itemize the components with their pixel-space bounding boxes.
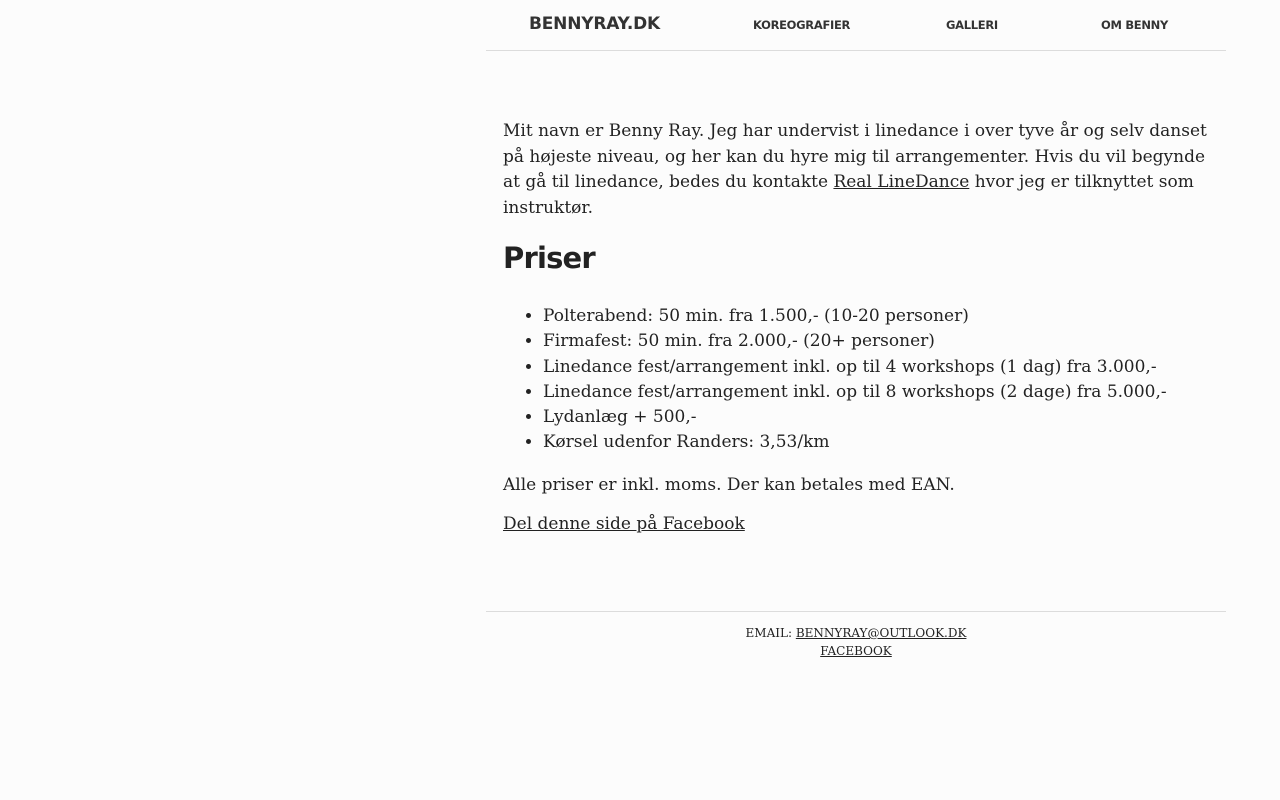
price-item: • Lydanlæg + 500,- [543,405,1209,430]
share-facebook-link[interactable]: Del denne side på Facebook [503,514,745,535]
intro-text-before: Mit navn er Benny Ray. Jeg har undervist i linedance i over tyve år og selv danset på højeste niveau, og her kan du hyre mig til arrangementer. Hvis du vil begynde at gå til linedance, bedes du kontakte [503,121,1207,192]
site-logo-link[interactable]: BENNYRAY.DK [529,14,660,34]
price-item: • Firmafest: 50 min. fra 2.000,- (20+ personer) [543,329,1209,354]
real-linedance-link[interactable]: Real LineDance [833,172,970,192]
intro-text-after: hvor jeg er tilknyttet som instruktør. [503,172,1194,218]
footer-email-line [486,624,1226,642]
price-list [503,304,1209,456]
top-nav [486,0,1226,51]
price-item: • Kørsel udenfor Randers: 3,53/km [543,430,1209,455]
nav-link-om-benny[interactable]: OM BENNY [1101,18,1169,32]
nav-link-koreografier[interactable]: KOREOGRAFIER [753,18,851,32]
footer-email-link[interactable]: BENNYRAY@OUTLOOK.DK [795,626,967,640]
main-content [486,51,1226,538]
intro-paragraph [503,119,1209,221]
footer-email-label: EMAIL: [745,626,796,640]
price-item: • Linedance fest/arrangement inkl. op til 4 workshops (1 dag) fra 3.000,- [543,355,1209,380]
page-wrapper [486,0,1226,658]
site-footer [486,611,1226,660]
price-item: • Linedance fest/arrangement inkl. op til 8 workshops (2 dage) fra 5.000,- [543,380,1209,405]
price-item: • Polterabend: 50 min. fra 1.500,- (10-20 personer) [543,304,1209,329]
prices-heading: Priser [503,241,595,275]
footer-facebook-link[interactable]: FACEBOOK [820,644,892,658]
price-note: Alle priser er inkl. moms. Der kan betales med EAN. [503,474,955,495]
nav-link-galleri[interactable]: GALLERI [946,18,998,32]
